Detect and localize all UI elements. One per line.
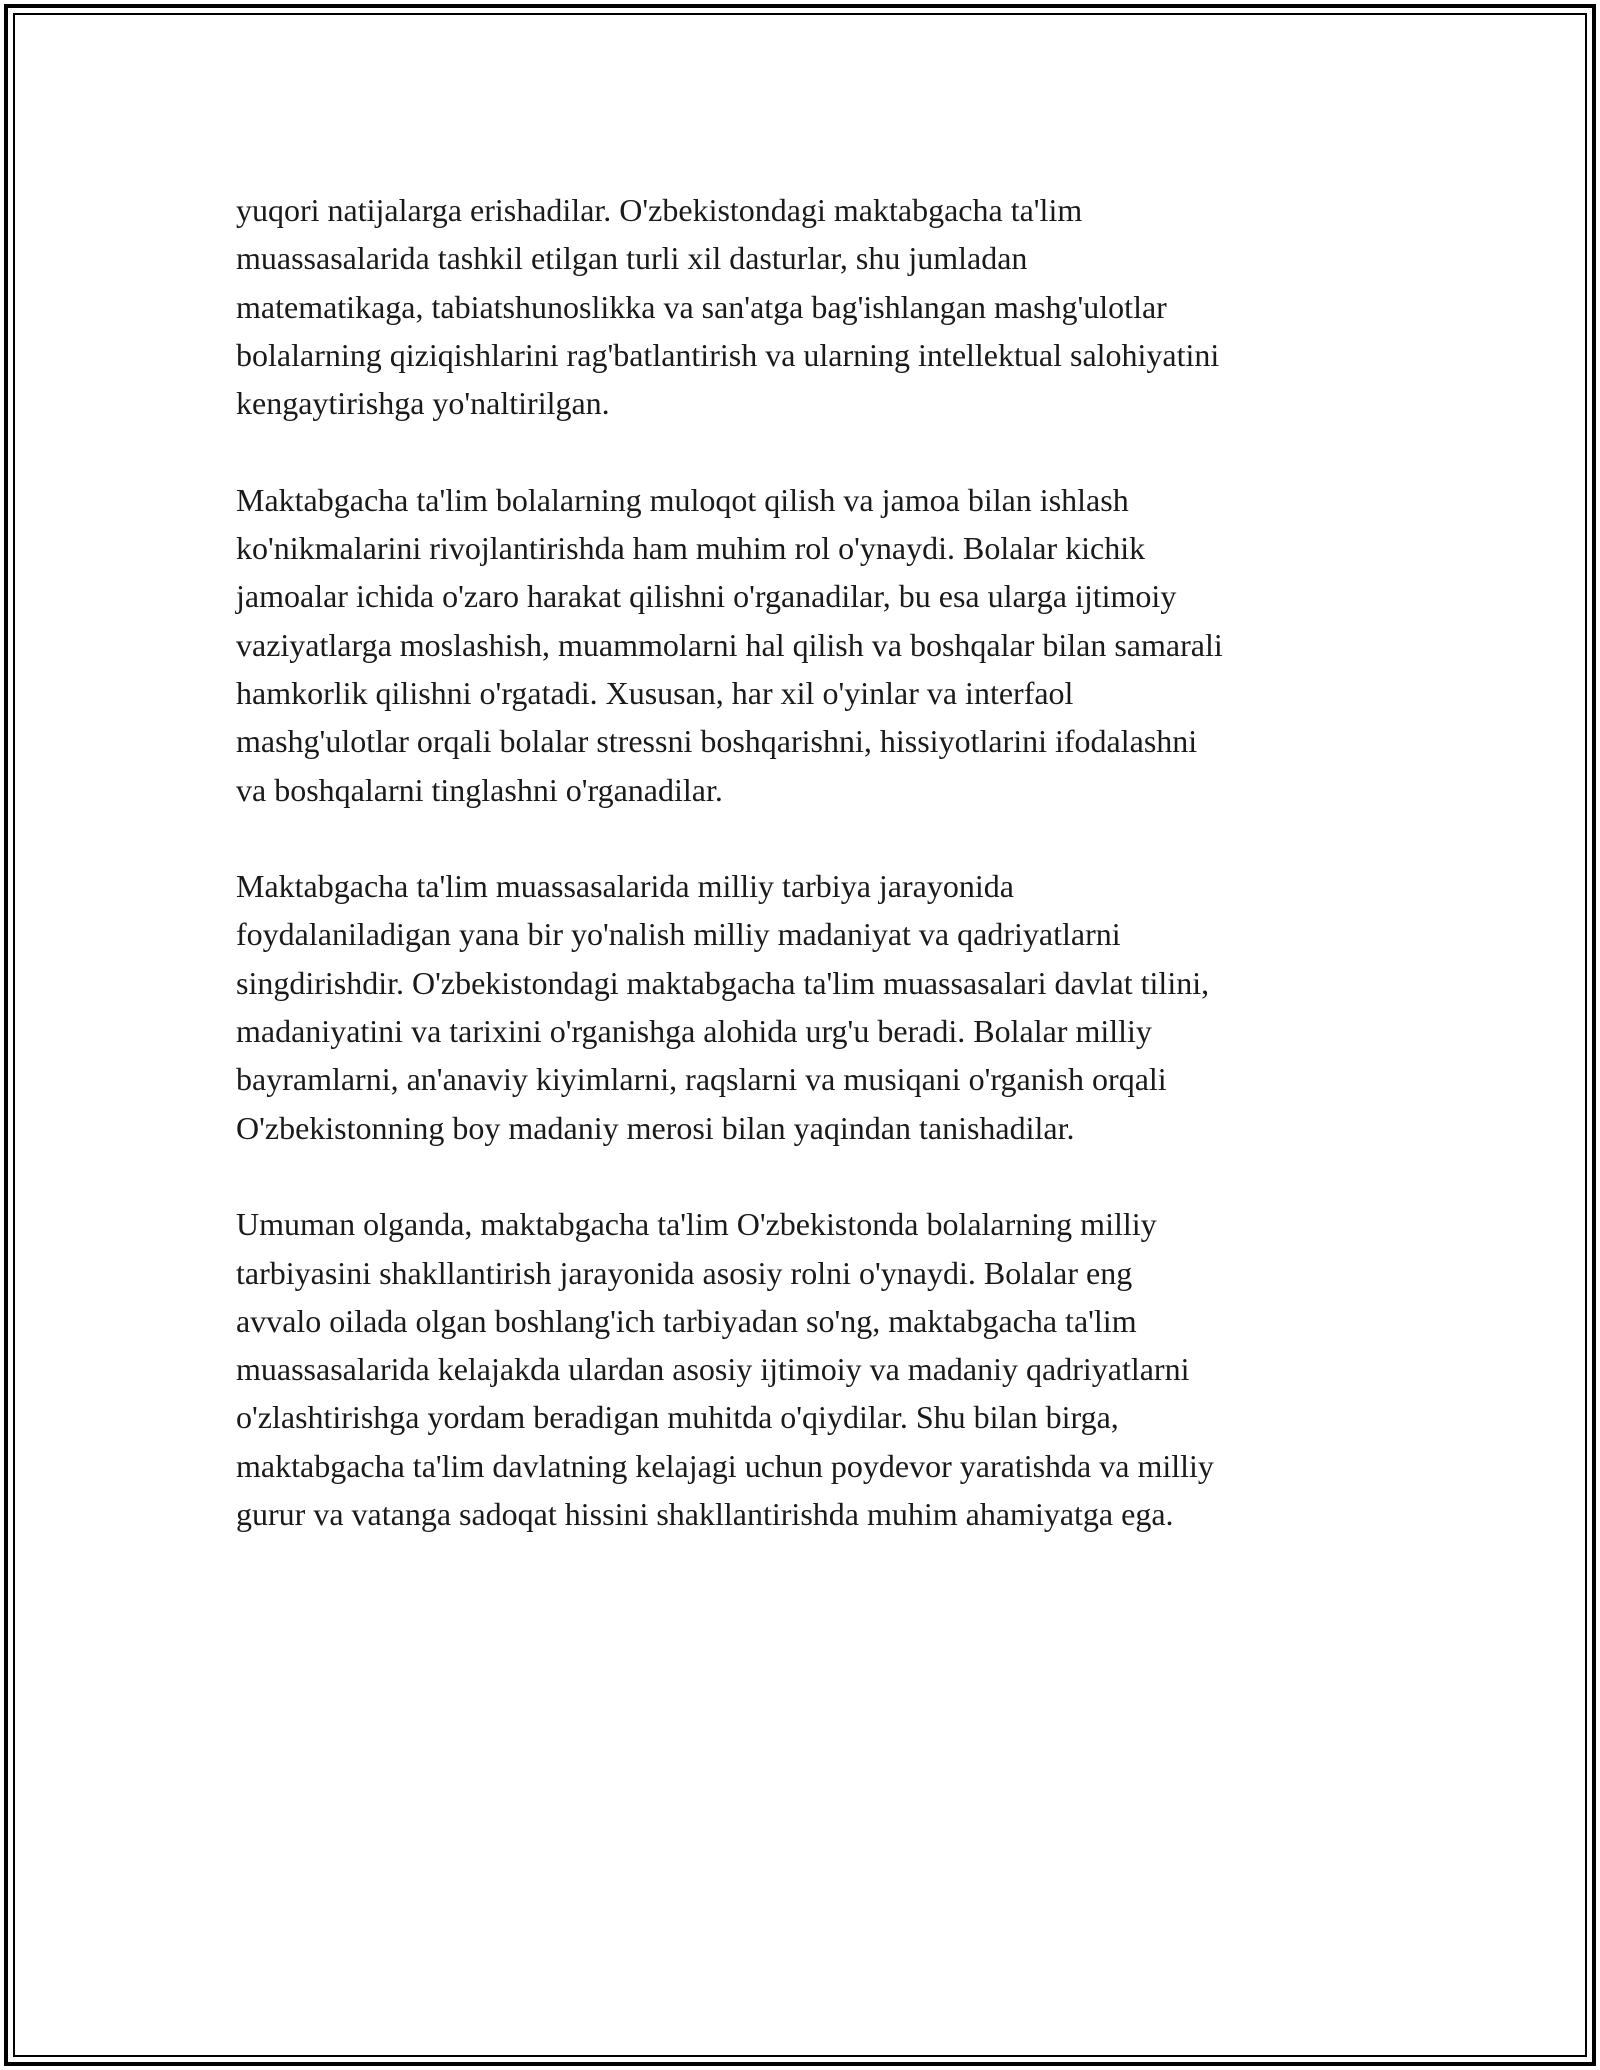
paragraph-2 <box>236 476 1386 814</box>
text-line: o'zlashtirishga yordam beradigan muhitda o'qiydilar. Shu bilan birga, <box>236 1399 1119 1436</box>
text-line: tarbiyasini shakllantirish jarayonida asosiy rolni o'ynaydi. Bolalar eng <box>236 1254 1133 1291</box>
paragraph-3 <box>236 862 1386 1152</box>
paragraph-1 <box>236 186 1386 427</box>
text-line: Maktabgacha ta'lim bolalarning muloqot qilish va jamoa bilan ishlash <box>236 481 1129 518</box>
text-line: muassasalarida kelajakda ulardan asosiy ijtimoiy va madaniy qadriyatlarni <box>236 1351 1190 1388</box>
text-line: jamoalar ichida o'zaro harakat qilishni o'rganadilar, bu esa ularga ijtimoiy <box>236 578 1177 615</box>
text-line: foydalaniladigan yana bir yo'nalish milliy madaniyat va qadriyatlarni <box>236 916 1121 953</box>
text-line: yuqori natijalarga erishadilar. O'zbekistondagi maktabgacha ta'lim <box>236 192 1083 228</box>
text-line: hamkorlik qilishni o'rgatadi. Xususan, har xil o'yinlar va interfaol <box>236 674 1074 711</box>
text-line: Umuman olganda, maktabgacha ta'lim O'zbekistonda bolalarning milliy <box>236 1206 1157 1243</box>
text-line: ko'nikmalarini rivojlantirishda ham muhim rol o'ynaydi. Bolalar kichik <box>236 530 1146 567</box>
text-line: singdirishdir. O'zbekistondagi maktabgacha ta'lim muassasalari davlat tilini, <box>236 964 1210 1001</box>
text-line: bayramlarni, an'anaviy kiyimlarni, raqslarni va musiqani o'rganish orqali <box>236 1061 1167 1098</box>
text-line: avvalo oilada olgan boshlang'ich tarbiyadan so'ng, maktabgacha ta'lim <box>236 1302 1137 1339</box>
text-line: maktabgacha ta'lim davlatning kelajagi uchun poydevor yaratishda va milliy <box>236 1447 1214 1484</box>
text-line: Maktabgacha ta'lim muassasalarida milliy tarbiya jarayonida <box>236 868 1014 905</box>
text-line: kengaytirishga yo'naltirilgan. <box>236 385 610 422</box>
text-line: madaniyatini va tarixini o'rganishga alohida urg'u beradi. Bolalar milliy <box>236 1013 1152 1050</box>
text-line: muassasalarida tashkil etilgan turli xil dasturlar, shu jumladan <box>236 240 1028 277</box>
text-line: matematikaga, tabiatshunoslikka va san'atga bag'ishlangan mashg'ulotlar <box>236 288 1167 325</box>
text-line: bolalarning qiziqishlarini rag'batlantirish va ularning intellektual salohiyatini <box>236 336 1220 373</box>
paragraph-4 <box>236 1200 1386 1538</box>
document-body <box>236 186 1386 1538</box>
text-line: gurur va vatanga sadoqat hissini shakllantirishda muhim ahamiyatga ega. <box>236 1496 1174 1533</box>
text-line: vaziyatlarga moslashish, muammolarni hal qilish va boshqalar bilan samarali <box>236 626 1223 663</box>
text-line: O'zbekistonning boy madaniy merosi bilan yaqindan tanishadilar. <box>236 1109 1075 1146</box>
text-line: mashg'ulotlar orqali bolalar stressni boshqarishni, hissiyotlarini ifodalashni <box>236 723 1198 760</box>
text-line: va boshqalarni tinglashni o'rganadilar. <box>236 771 723 808</box>
